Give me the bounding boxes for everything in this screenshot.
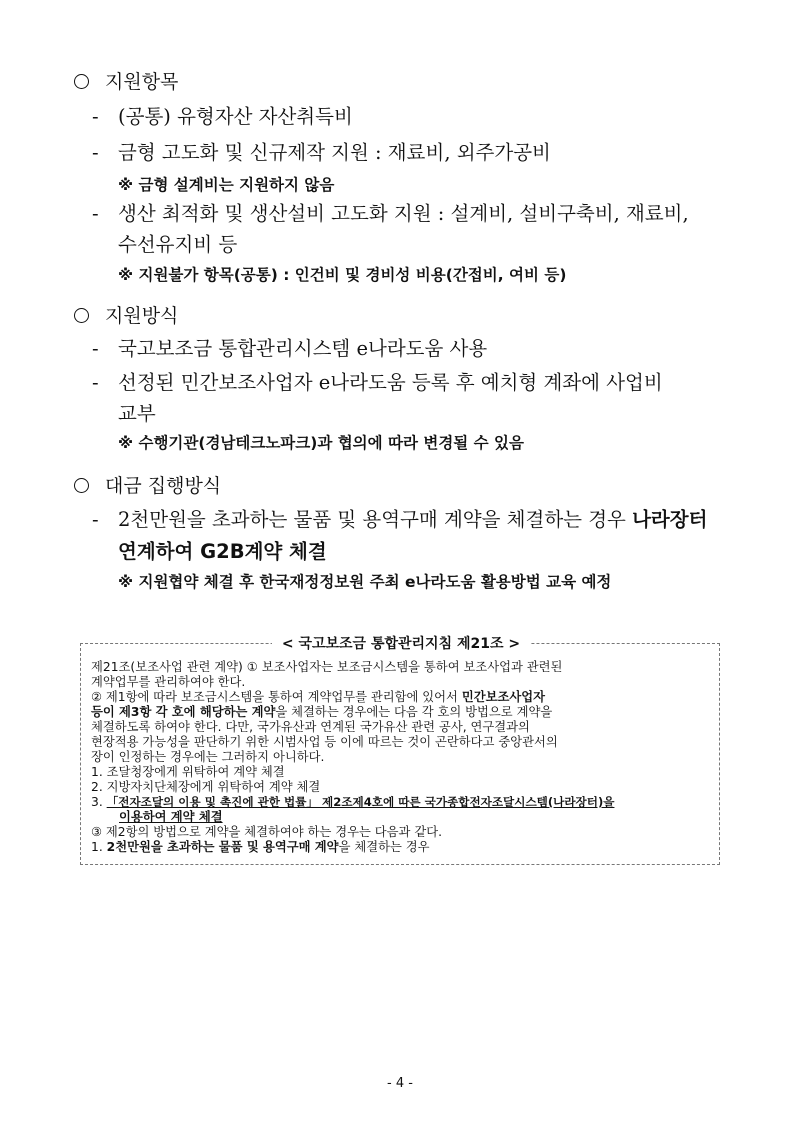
note-text: ※ 수행기관(경남테크노파크)과 협의에 따라 변경될 수 있음 bbox=[118, 434, 524, 452]
list-item: - (공통) 유형자산 자산취득비 bbox=[92, 105, 353, 128]
list-item: - 국고보조금 통합관리시스템 e나라도움 사용 bbox=[92, 337, 488, 360]
regulation-box bbox=[80, 636, 720, 865]
list-item-continuation: 교부 bbox=[118, 402, 156, 425]
regulation-line: 1. 조달청장에게 위탁하여 계약 체결 bbox=[91, 765, 285, 779]
list-item: - 생산 최적화 및 생산설비 고도화 지원 : 설계비, 설비구축비, 재료비, bbox=[92, 202, 689, 225]
list-item-continuation: 연계하여 G2B계약 체결 bbox=[118, 540, 327, 563]
regulation-box-title: < 국고보조금 통합관리지침 제21조 > bbox=[272, 636, 530, 652]
regulation-line: 2. 지방자치단체장에게 위탁하여 계약 체결 bbox=[91, 780, 321, 794]
list-item-continuation: 수선유지비 등 bbox=[118, 233, 238, 256]
list-item: - 2천만원을 초과하는 물품 및 용역구매 계약을 체결하는 경우 나라장터 bbox=[92, 508, 708, 531]
regulation-line: 3. 「전자조달의 이용 및 촉진에 관한 법률」 제2조제4호에 따른 국가종합전자조달시스템(나라장터)을 bbox=[91, 795, 615, 809]
page-number: - 4 - bbox=[387, 1076, 413, 1091]
list-item: - 선정된 민간보조사업자 e나라도움 등록 후 예치형 계좌에 사업비 bbox=[92, 371, 663, 394]
note-text: ※ 지원불가 항목(공통) : 인건비 및 경비성 비용(간접비, 여비 등) bbox=[118, 266, 567, 284]
note-text: ※ 지원협약 체결 후 한국재정정보원 주최 e나라도움 활용방법 교육 예정 bbox=[118, 573, 612, 591]
list-item: - 금형 고도화 및 신규제작 지원 : 재료비, 외주가공비 bbox=[92, 141, 551, 164]
regulation-line: 이용하여 계약 체결 bbox=[119, 810, 223, 824]
regulation-line: 장이 인정하는 경우에는 그러하지 아니하다. bbox=[91, 750, 325, 764]
section-heading-payment-method: 대금 집행방식 bbox=[74, 472, 221, 500]
regulation-line: 등이 제3항 각 호에 해당하는 계약을 체결하는 경우에는 다음 각 호의 방법으로 계약을 bbox=[91, 705, 553, 719]
section-heading-support-method: 지원방식 bbox=[74, 302, 178, 330]
circle-bullet-icon bbox=[74, 308, 89, 323]
regulation-line: 계약업무를 관리하여야 한다. bbox=[91, 675, 246, 689]
note-text: ※ 금형 설계비는 지원하지 않음 bbox=[118, 176, 335, 194]
regulation-line: 제21조(보조사업 관련 계약) ① 보조사업자는 보조금시스템을 통하여 보조사업과 관련된 bbox=[91, 660, 563, 674]
circle-bullet-icon bbox=[74, 74, 89, 89]
regulation-line: 체결하도록 하여야 한다. 다만, 국가유산과 연계된 국가유산 관련 공사, 연구결과의 bbox=[91, 720, 530, 734]
circle-bullet-icon bbox=[74, 478, 89, 493]
regulation-line: 현장적용 가능성을 판단하기 위한 시범사업 등 이에 따르는 것이 곤란하다고 중앙관서의 bbox=[91, 735, 558, 749]
regulation-line: ③ 제2항의 방법으로 계약을 체결하여야 하는 경우는 다음과 같다. bbox=[91, 825, 442, 839]
regulation-line: 1. 2천만원을 초과하는 물품 및 용역구매 계약을 체결하는 경우 bbox=[91, 840, 430, 854]
regulation-box-body bbox=[91, 660, 711, 855]
regulation-line: ② 제1항에 따라 보조금시스템을 통하여 계약업무를 관리함에 있어서 민간보조사업자 bbox=[91, 690, 546, 704]
section-heading-support-items: 지원항목 bbox=[74, 68, 178, 96]
